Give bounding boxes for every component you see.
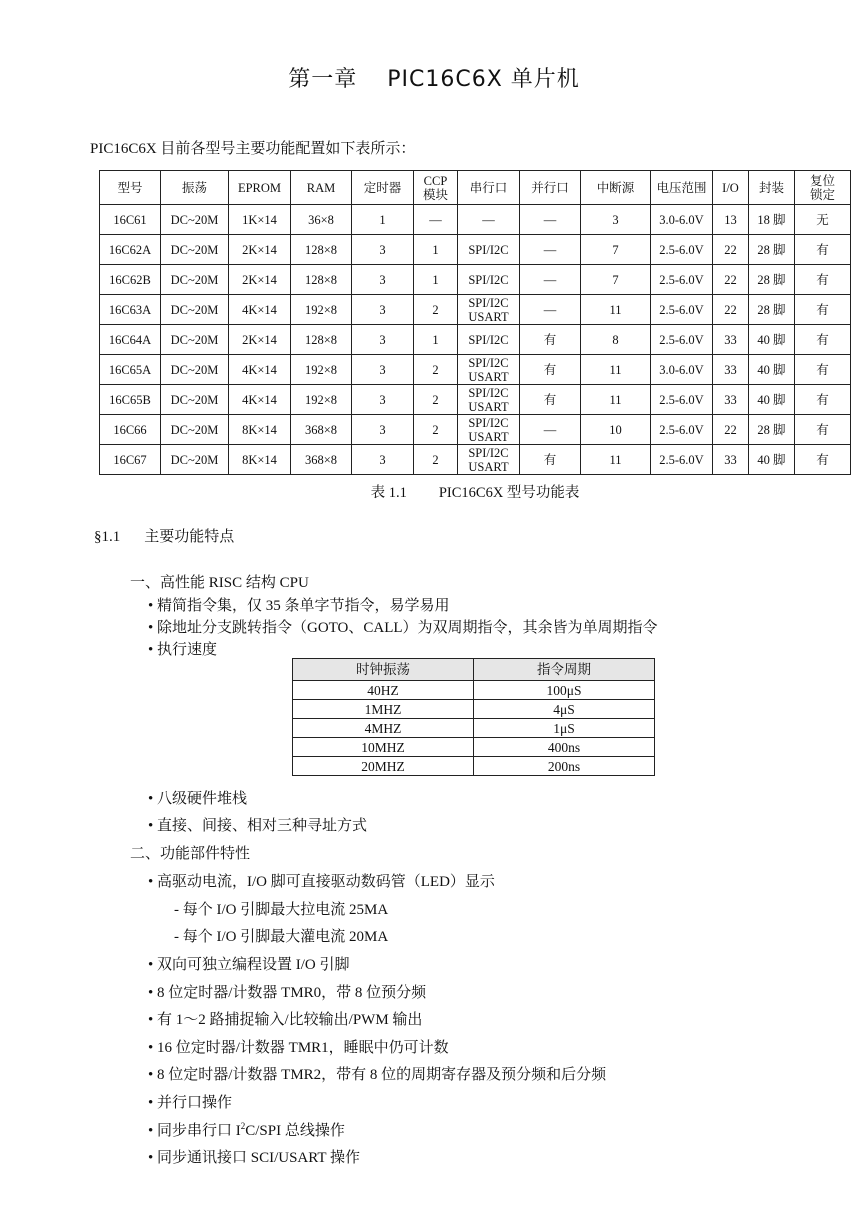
table-cell: 192×8 (291, 355, 352, 385)
column-header: 复位 锁定 (795, 171, 851, 205)
table-cell: 有 (795, 385, 851, 415)
column-header: 电压范围 (651, 171, 713, 205)
table-cell: 8K×14 (229, 415, 291, 445)
table-cell: 2K×14 (229, 235, 291, 265)
table-cell: 33 (713, 445, 749, 475)
table-cell: 2.5-6.0V (651, 265, 713, 295)
table-cell: 1μS (474, 719, 655, 738)
table-cell: 16C61 (100, 205, 161, 235)
table-cell: 16C65B (100, 385, 161, 415)
table-cell: 16C65A (100, 355, 161, 385)
table-cell: 有 (520, 325, 581, 355)
column-header: 时钟振荡 (293, 659, 474, 681)
table-cell: 3 (352, 415, 414, 445)
caption-text: PIC16C6X 型号功能表 (438, 485, 580, 501)
table-cell: 有 (795, 355, 851, 385)
bullet-item: • 八级硬件堆栈 (148, 791, 248, 807)
table-cell: 33 (713, 385, 749, 415)
table-cell: — (520, 265, 581, 295)
table-cell: — (520, 205, 581, 235)
table-cell: 8 (581, 325, 651, 355)
table-cell: 2K×14 (229, 265, 291, 295)
table-cell: 16C63A (100, 295, 161, 325)
table-cell: 3 (352, 325, 414, 355)
table-cell: 40 脚 (749, 445, 795, 475)
table-cell: 2.5-6.0V (651, 445, 713, 475)
table-cell: 1K×14 (229, 205, 291, 235)
table-cell: 40 脚 (749, 355, 795, 385)
table-cell: 368×8 (291, 445, 352, 475)
table-cell: SPI/I2C (458, 325, 520, 355)
table-cell: 1 (414, 265, 458, 295)
table-cell: 2 (414, 445, 458, 475)
table-cell: 36×8 (291, 205, 352, 235)
chapter-label: 第一章 (288, 67, 358, 92)
table-cell: SPI/I2C USART (458, 415, 520, 445)
table-cell: 3.0-6.0V (651, 355, 713, 385)
sub-item: - 每个 I/O 引脚最大灌电流 20MA (174, 929, 389, 945)
table-cell: 128×8 (291, 325, 352, 355)
column-header: 振荡 (161, 171, 229, 205)
table-row (100, 325, 851, 355)
table-row (293, 757, 655, 776)
table-cell: 2 (414, 295, 458, 325)
table-cell: 有 (795, 265, 851, 295)
table-row (100, 415, 851, 445)
table-row (100, 295, 851, 325)
table-cell: — (458, 205, 520, 235)
table-cell: 13 (713, 205, 749, 235)
bullet-item: • 同步通讯接口 SCI/USART 操作 (148, 1150, 361, 1166)
table-cell: 2.5-6.0V (651, 235, 713, 265)
table-cell: 2 (414, 355, 458, 385)
bullet-item: • 双向可独立编程设置 I/O 引脚 (148, 957, 350, 973)
table-cell: 10 (581, 415, 651, 445)
table-cell: 2 (414, 385, 458, 415)
table-cell: 2 (414, 415, 458, 445)
part2-heading: 二、功能部件特性 (130, 846, 251, 862)
table-cell: 3 (352, 385, 414, 415)
column-header: RAM (291, 171, 352, 205)
bullet-item-i2c (148, 1119, 345, 1140)
caption-label: 表 1.1 (370, 485, 407, 501)
table-cell: 有 (795, 415, 851, 445)
table-cell: 16C62A (100, 235, 161, 265)
table-cell: 16C62B (100, 265, 161, 295)
model-feature-table (99, 170, 851, 475)
column-header: 指令周期 (474, 659, 655, 681)
table-cell: — (520, 235, 581, 265)
table-cell: 28 脚 (749, 265, 795, 295)
table-cell: 11 (581, 385, 651, 415)
table-cell: 4μS (474, 700, 655, 719)
table-cell: SPI/I2C USART (458, 445, 520, 475)
table-cell: 11 (581, 355, 651, 385)
bullet-item: • 8 位定时器/计数器 TMR2，带有 8 位的周期寄存器及预分频和后分频 (148, 1067, 607, 1083)
table-cell: 有 (795, 235, 851, 265)
table-cell: 100μS (474, 681, 655, 700)
section-heading (94, 525, 234, 546)
bullet-item: • 直接、间接、相对三种寻址方式 (148, 818, 368, 834)
table-cell: 10MHZ (293, 738, 474, 757)
table-cell: 3 (581, 205, 651, 235)
table-cell: 16C66 (100, 415, 161, 445)
table-cell: 有 (795, 295, 851, 325)
table-cell: 22 (713, 235, 749, 265)
table-cell: 22 (713, 265, 749, 295)
table-cell: 3 (352, 445, 414, 475)
table-cell: 有 (795, 325, 851, 355)
table-cell: DC~20M (161, 295, 229, 325)
table-cell: 3 (352, 265, 414, 295)
table-cell: 4K×14 (229, 355, 291, 385)
table-row (100, 205, 851, 235)
table-cell: 192×8 (291, 385, 352, 415)
table-row (100, 355, 851, 385)
bullet-item: • 高驱动电流，I/O 脚可直接驱动数码管（LED）显示 (148, 874, 495, 890)
table-cell: 40 脚 (749, 325, 795, 355)
table-cell: 16C64A (100, 325, 161, 355)
bullet-item: • 除地址分支跳转指令（GOTO、CALL）为双周期指令，其余皆为单周期指令 (148, 620, 658, 636)
table-row (100, 235, 851, 265)
table-cell: 4K×14 (229, 295, 291, 325)
table-row (293, 738, 655, 757)
table-header-row (100, 171, 851, 205)
table-cell: 2.5-6.0V (651, 385, 713, 415)
i2c-suffix: C/SPI 总线操作 (245, 1123, 345, 1139)
column-header: CCP 模块 (414, 171, 458, 205)
table-cell: 22 (713, 295, 749, 325)
table-cell: 无 (795, 205, 851, 235)
intro-text: PIC16C6X 目前各型号主要功能配置如下表所示： (90, 141, 416, 157)
column-header: 并行口 (520, 171, 581, 205)
table-cell: 有 (520, 385, 581, 415)
table-cell: 28 脚 (749, 415, 795, 445)
table-cell: 16C67 (100, 445, 161, 475)
table-cell: 3 (352, 295, 414, 325)
table-cell: DC~20M (161, 205, 229, 235)
table-cell: 22 (713, 415, 749, 445)
table-cell: 192×8 (291, 295, 352, 325)
table-cell: 128×8 (291, 265, 352, 295)
table-cell: 128×8 (291, 235, 352, 265)
table-row (100, 265, 851, 295)
bullet-item: • 执行速度 (148, 642, 218, 658)
table-cell: 有 (520, 355, 581, 385)
table-cell: 3 (352, 235, 414, 265)
table-cell: 40 脚 (749, 385, 795, 415)
table-cell: SPI/I2C (458, 235, 520, 265)
table-cell: 11 (581, 295, 651, 325)
table-cell: — (520, 295, 581, 325)
part1-heading: 一、高性能 RISC 结构 CPU (130, 575, 309, 591)
page-title (0, 62, 868, 93)
table-cell: 368×8 (291, 415, 352, 445)
table-cell: 1MHZ (293, 700, 474, 719)
sub-item: - 每个 I/O 引脚最大拉电流 25MA (174, 902, 389, 918)
column-header: I/O (713, 171, 749, 205)
table-cell: DC~20M (161, 325, 229, 355)
bullet-item: • 有 1～2 路捕捉输入/比较输出/PWM 输出 (148, 1012, 423, 1028)
section-number: §1.1 (94, 529, 121, 545)
table-cell: 2.5-6.0V (651, 295, 713, 325)
table-cell: 3 (352, 355, 414, 385)
table-cell: DC~20M (161, 385, 229, 415)
clock-speed-table (292, 658, 655, 776)
table-cell: 7 (581, 265, 651, 295)
table-cell: 28 脚 (749, 295, 795, 325)
table-cell: 1 (414, 235, 458, 265)
table-cell: 1 (352, 205, 414, 235)
table-cell: 33 (713, 355, 749, 385)
table-caption (0, 481, 868, 502)
table-cell: 20MHZ (293, 757, 474, 776)
table-cell: DC~20M (161, 355, 229, 385)
table-row (100, 445, 851, 475)
table-cell: DC~20M (161, 265, 229, 295)
bullet-item: • 8 位定时器/计数器 TMR0，带 8 位预分频 (148, 985, 427, 1001)
table-cell: DC~20M (161, 235, 229, 265)
table-header-row (293, 659, 655, 681)
table-cell: 40HZ (293, 681, 474, 700)
table-cell: — (414, 205, 458, 235)
table-cell: 400ns (474, 738, 655, 757)
table-cell: 2.5-6.0V (651, 325, 713, 355)
bullet-item: • 精简指令集，仅 35 条单字节指令，易学易用 (148, 598, 450, 614)
table-row (293, 719, 655, 738)
table-cell: — (520, 415, 581, 445)
column-header: 封装 (749, 171, 795, 205)
table-cell: 4K×14 (229, 385, 291, 415)
table-cell: DC~20M (161, 415, 229, 445)
table-cell: 200ns (474, 757, 655, 776)
bullet-item: • 并行口操作 (148, 1095, 233, 1111)
column-header: EPROM (229, 171, 291, 205)
chapter-name: PIC16C6X 单片机 (387, 67, 580, 92)
table-cell: SPI/I2C USART (458, 385, 520, 415)
table-cell: 4MHZ (293, 719, 474, 738)
table-row (293, 681, 655, 700)
table-cell: 3.0-6.0V (651, 205, 713, 235)
table-cell: 7 (581, 235, 651, 265)
table-cell: SPI/I2C USART (458, 355, 520, 385)
column-header: 型号 (100, 171, 161, 205)
table-cell: DC~20M (161, 445, 229, 475)
table-cell: 2K×14 (229, 325, 291, 355)
table-cell: SPI/I2C USART (458, 295, 520, 325)
table-row (293, 700, 655, 719)
table-cell: 有 (520, 445, 581, 475)
table-cell: 11 (581, 445, 651, 475)
table-cell: 33 (713, 325, 749, 355)
table-cell: 有 (795, 445, 851, 475)
column-header: 中断源 (581, 171, 651, 205)
i2c-prefix: • 同步串行口 I (148, 1123, 241, 1139)
table-cell: SPI/I2C (458, 265, 520, 295)
bullet-item: • 16 位定时器/计数器 TMR1，睡眠中仍可计数 (148, 1040, 449, 1056)
i2c-superscript: 2 (240, 1121, 246, 1131)
section-title: 主要功能特点 (144, 529, 235, 545)
column-header: 定时器 (352, 171, 414, 205)
table-row (100, 385, 851, 415)
table-cell: 2.5-6.0V (651, 415, 713, 445)
table-cell: 1 (414, 325, 458, 355)
column-header: 串行口 (458, 171, 520, 205)
table-cell: 28 脚 (749, 235, 795, 265)
table-cell: 18 脚 (749, 205, 795, 235)
table-cell: 8K×14 (229, 445, 291, 475)
